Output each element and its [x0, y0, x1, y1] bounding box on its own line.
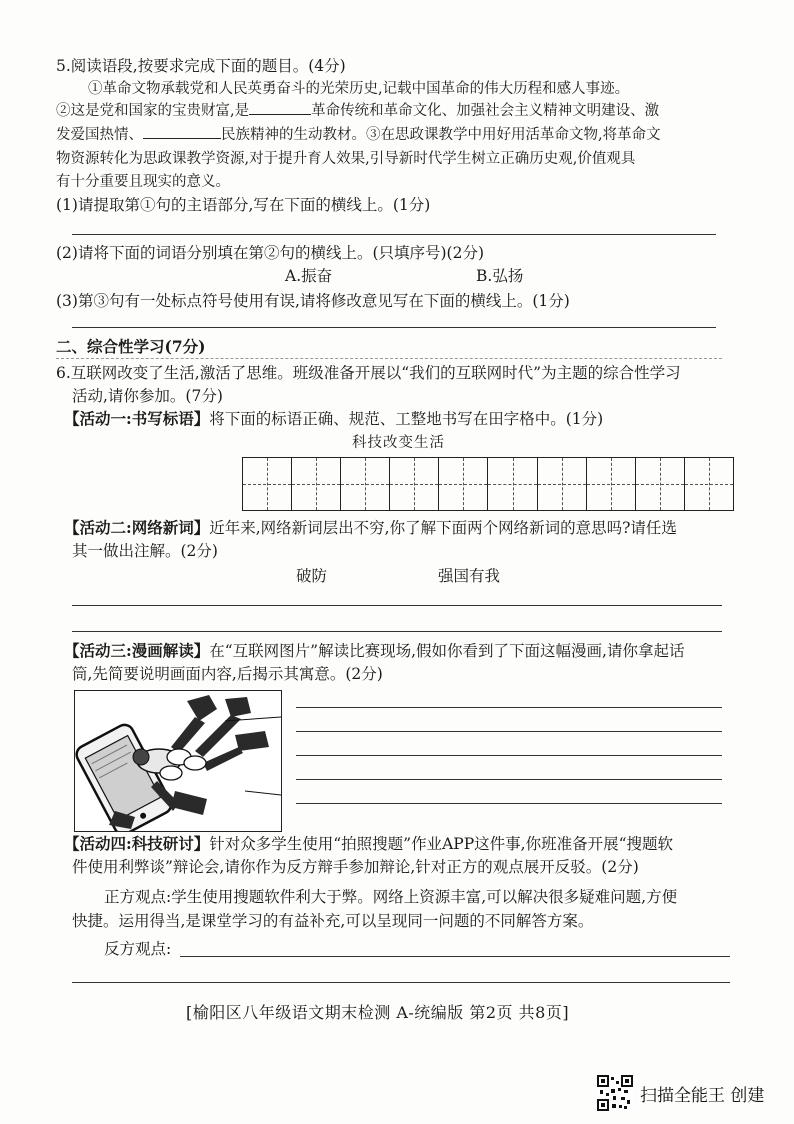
activity4: [64, 833, 673, 855]
q5-passage-line2: ②这是党和国家的宝贵财富,是 革命传统和革命文化、加强社会主义精神文明建设、激: [56, 100, 659, 122]
activity3-answer-line-5[interactable]: [296, 803, 722, 804]
slogan-text: 科技改变生活: [352, 435, 445, 451]
q5-passage-line1: ①革命文物承载党和人民英勇奋斗的光荣历史,记载中国革命的伟大历程和感人事迹。: [88, 81, 630, 97]
tianzige-cell[interactable]: [243, 458, 292, 510]
activity3-text: 在“互联网图片”解读比赛现场,假如你看到了下面这幅漫画,请你拿起话: [209, 642, 685, 660]
section2-title: 二、综合性学习(7分): [56, 337, 206, 356]
tianzige-cell[interactable]: [292, 458, 341, 510]
tianzige-cell[interactable]: [636, 458, 685, 510]
q5-sub2: (2)请将下面的词语分别填在第②句的横线上。(只填序号)(2分): [56, 244, 485, 262]
q5-sub3-answer-line[interactable]: [72, 327, 716, 328]
qr-code-icon: [597, 1075, 633, 1111]
q5-passage-line5: 有十分重要且现实的意义。: [56, 174, 230, 190]
q5-title: 5.阅读语段,按要求完成下面的题目。(4分): [56, 57, 346, 75]
activity4-label: 【活动四:科技研讨】: [64, 834, 210, 853]
activity3-label: 【活动三:漫画解读】: [64, 641, 210, 660]
activity3: [64, 640, 684, 662]
q6-intro-line1: 6.互联网改变了生活,激活了思维。班级准备开展以“我们的互联网时代”为主题的综合性学习: [56, 364, 681, 382]
page-footer: [榆阳区八年级语文期末检测 A-统编版 第2页 共8页]: [186, 1003, 570, 1022]
tianzige-cell[interactable]: [341, 458, 390, 510]
activity3-answer-line-2[interactable]: [296, 731, 722, 732]
q5-sub3: (3)第③句有一处标点符号使用有误,请将修改意见写在下面的横线上。(1分): [56, 292, 570, 310]
activity4-line2: 件使用利弊谈”辩论会,请你作为反方辩手参加辩论,针对正方的观点展开反驳。(2分): [72, 858, 639, 876]
con-view-answer-line-2[interactable]: [72, 982, 730, 983]
tianzige-cell[interactable]: [439, 458, 488, 510]
q5-option-b: B.弘扬: [476, 267, 524, 285]
cartoon-phone-hands-illustration: [75, 691, 281, 831]
activity2-text: 近年来,网络新词层出不穷,你了解下面两个网络新词的意思吗?请任选: [209, 519, 677, 537]
activity2-line2: 其一做出注解。(2分): [72, 542, 218, 560]
scanner-watermark: 扫描全能王 创建: [640, 1086, 765, 1106]
activity1-text: 将下面的标语正确、规范、工整地书写在田字格中。(1分): [209, 410, 604, 428]
q5-option-a: A.振奋: [285, 267, 333, 285]
q5-blank-1[interactable]: [249, 100, 311, 115]
activity2-label: 【活动二:网络新词】: [64, 518, 210, 537]
tianzige-cell[interactable]: [538, 458, 587, 510]
q5-passage-line4: 物资源转化为思政课教学资源,对于提升育人效果,引导新时代学生树立正确历史观,价值观具: [56, 151, 636, 167]
section-divider: [56, 358, 722, 359]
activity2: [64, 517, 677, 539]
q5-sub1: (1)请提取第①句的主语部分,写在下面的横线上。(1分): [56, 196, 431, 214]
activity3-answer-line-4[interactable]: [296, 779, 722, 780]
activity3-answer-line-3[interactable]: [296, 755, 722, 756]
activity1-label: 【活动一:书写标语】: [64, 409, 210, 428]
con-view-answer-line-1[interactable]: [180, 956, 730, 957]
activity2-answer-line-1[interactable]: [72, 605, 722, 606]
q5-passage-line3: 发爱国热情、 民族精神的生动教材。③在思政课教学中用好用活革命文物,将革命文: [56, 124, 661, 146]
tianzige-cell[interactable]: [685, 458, 733, 510]
tianzige-writing-grid[interactable]: [242, 457, 734, 511]
tianzige-cell[interactable]: [488, 458, 537, 510]
activity1: [64, 408, 603, 430]
net-word-2: 强国有我: [438, 567, 501, 585]
q6-intro-line2: 活动,请你参加。(7分): [72, 387, 223, 405]
con-view-label: 反方观点:: [104, 940, 172, 958]
pro-view-line2: 快捷。运用得当,是课堂学习的有益补充,可以呈现同一问题的不同解答方案。: [72, 912, 594, 930]
q5-blank-2[interactable]: [143, 124, 221, 139]
net-word-1: 破防: [296, 567, 328, 585]
activity4-text: 针对众多学生使用“拍照搜题”作业APP这件事,你班准备开展“搜题软: [209, 835, 673, 853]
cartoon-image: [74, 690, 282, 832]
tianzige-cell[interactable]: [390, 458, 439, 510]
activity3-line2: 筒,先简要说明画面内容,后揭示其寓意。(2分): [72, 665, 383, 683]
q5-sub1-answer-line[interactable]: [72, 234, 716, 235]
pro-view-line1: 正方观点:学生使用搜题软件利大于弊。网络上资源丰富,可以解决很多疑难问题,方便: [104, 888, 678, 906]
activity3-answer-line-1[interactable]: [296, 707, 722, 708]
tianzige-cell[interactable]: [587, 458, 636, 510]
activity2-answer-line-2[interactable]: [72, 631, 722, 632]
